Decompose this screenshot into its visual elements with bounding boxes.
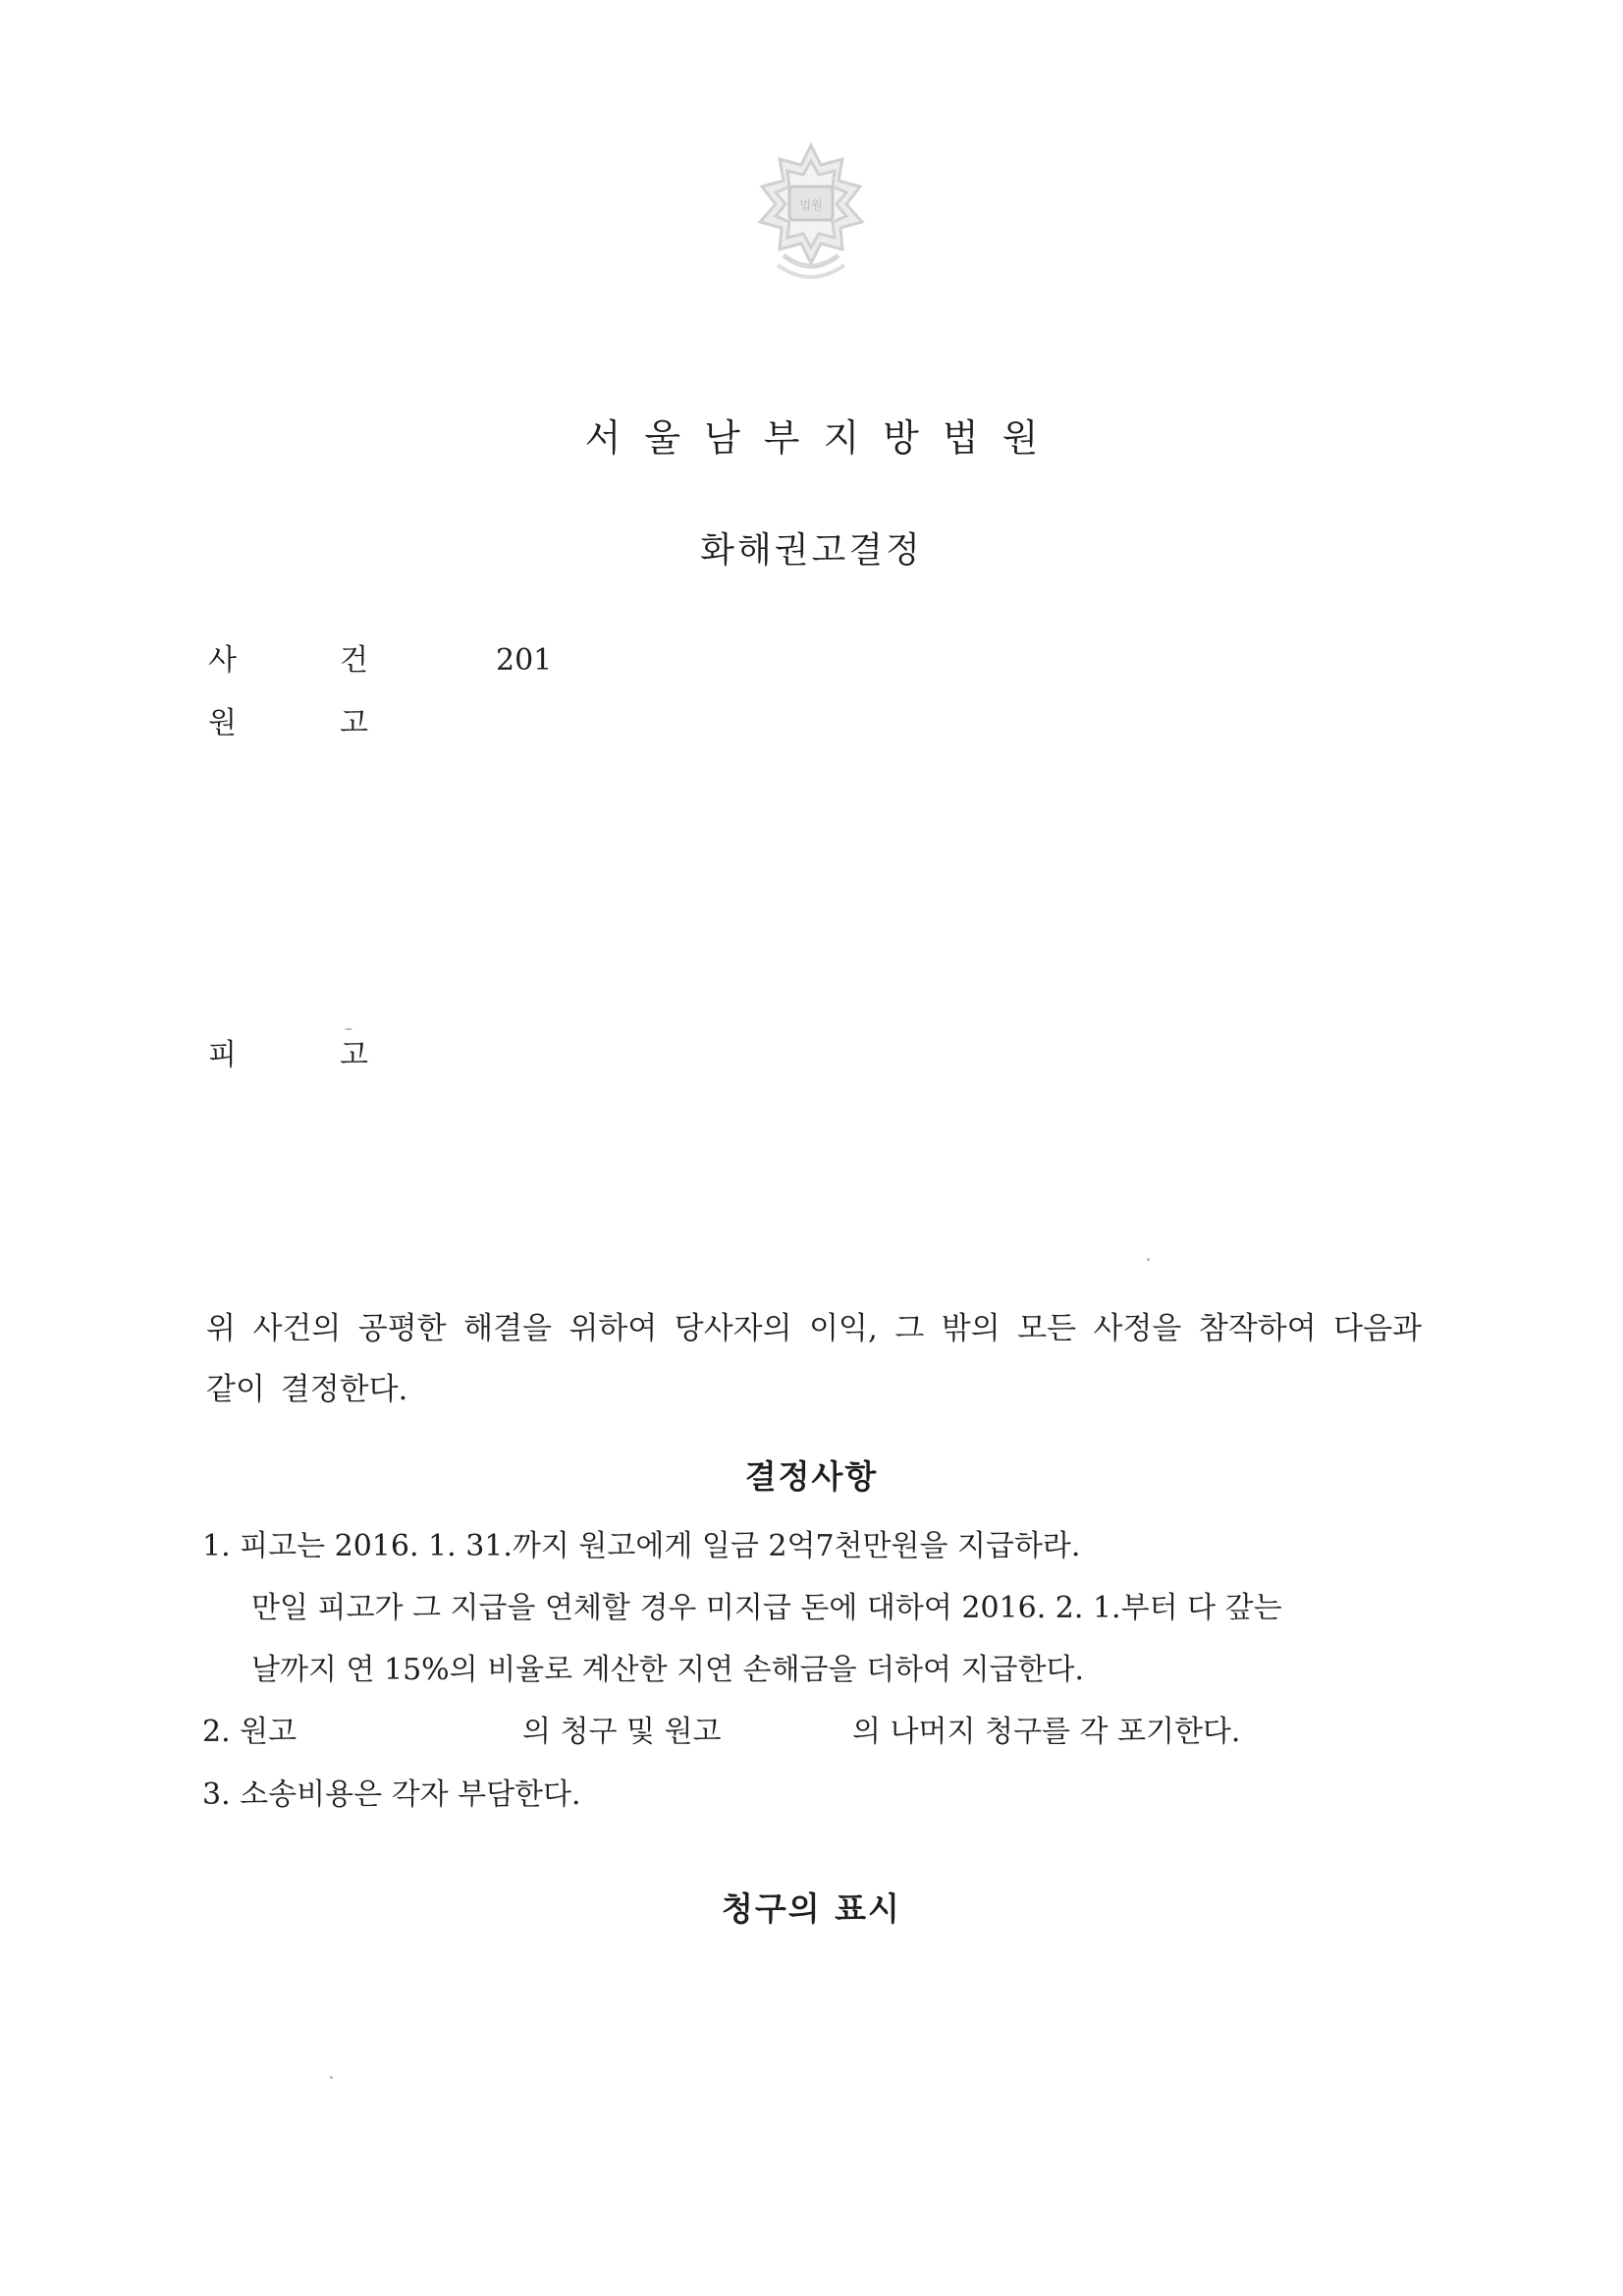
scan-speck: [330, 2076, 333, 2079]
decision-item-2-claim: 의 청구 및 원고: [522, 1715, 722, 1749]
case-number: 201: [496, 643, 553, 678]
court-name: 서울남부지방법원: [584, 416, 1062, 460]
plaintiff-label-go: 고: [340, 706, 368, 740]
decision-item-1-line-2: 만일 피고가 그 지급을 연체할 경우 미지급 돈에 대하여 2016. 2. 1.부터 다 갚는: [251, 1591, 1282, 1625]
document-title: 화해권고결정: [700, 530, 923, 571]
scan-speck: [345, 1028, 352, 1030]
seal-text: [878, 139, 879, 140]
decision-item-3: 3. 소송비용은 각자 부담한다.: [202, 1777, 581, 1812]
case-label-sa: 사: [208, 643, 237, 678]
decision-item-2-waiver: 의 나머지 청구를 각 포기한다.: [852, 1715, 1241, 1749]
court-seal-icon: [744, 139, 878, 292]
preamble-paragraph: 위 사건의 공평한 해결을 위하여 당사자의 이익, 그 밖의 모든 사정을 참작하여 다음과 같이 결정한다.: [206, 1311, 1422, 1407]
decision-item-1-line-3: 날까지 연 15%의 비율로 계산한 지연 손해금을 더하여 지급한다.: [251, 1653, 1085, 1687]
case-label-geon: 건: [340, 643, 368, 678]
svg-text:법원: 법원: [799, 198, 823, 212]
scan-speck: [1147, 1258, 1150, 1261]
plaintiff-label-won: 원: [208, 706, 237, 740]
defendant-label-pi: 피: [208, 1038, 237, 1072]
decision-heading: 결정사항: [744, 1457, 879, 1496]
defendant-label-go: 고: [340, 1038, 368, 1072]
claims-heading: 청구의 표시: [722, 1889, 901, 1928]
decision-item-2-plaintiff: 2. 원고: [202, 1715, 298, 1749]
decision-item-1-line-1: 1. 피고는 2016. 1. 31.까지 원고에게 일금 2억7천만원을 지급하라.: [202, 1529, 1081, 1563]
